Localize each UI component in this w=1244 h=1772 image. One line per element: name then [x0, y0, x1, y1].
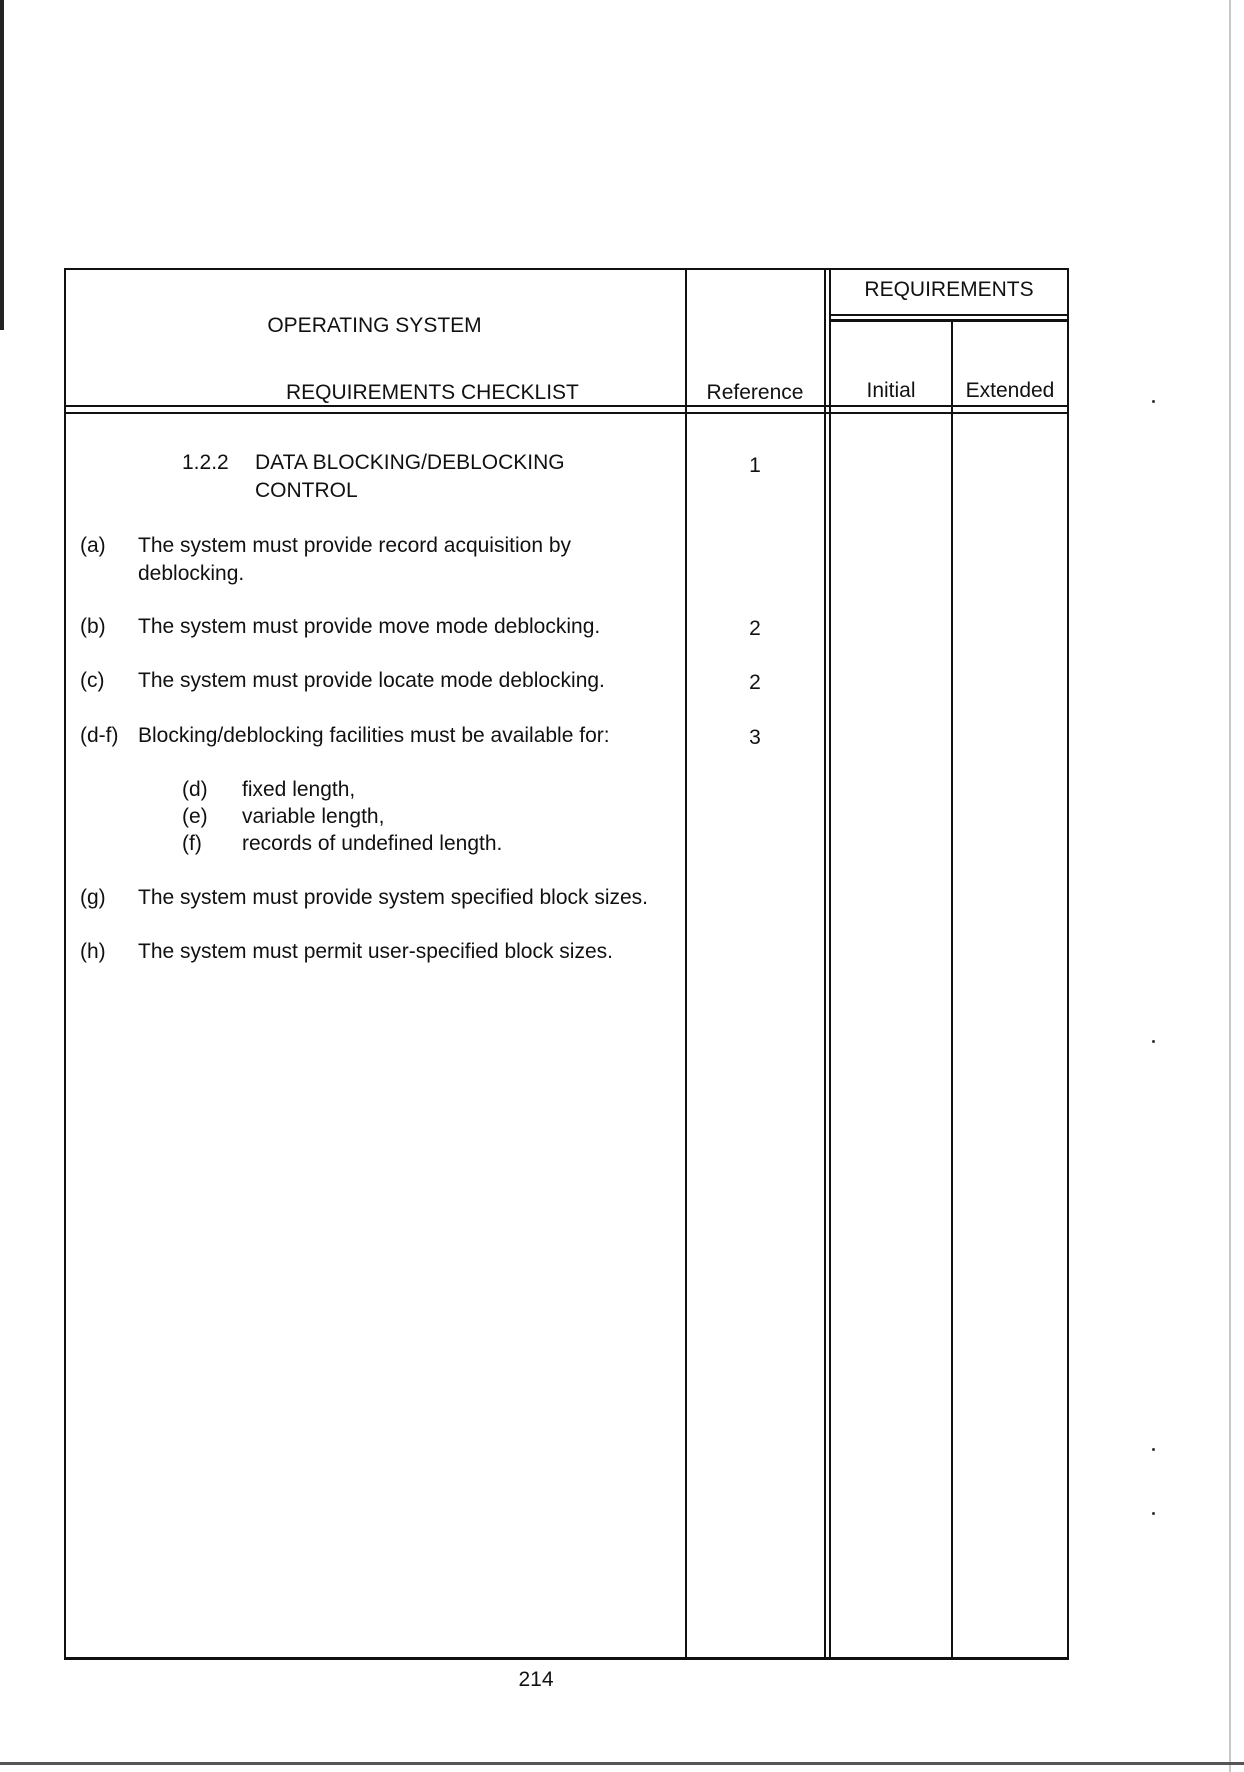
- item-reference: 2: [749, 617, 761, 640]
- col-divider-requirements-a: [824, 268, 826, 1660]
- header-title-line1: OPERATING SYSTEM: [267, 314, 482, 337]
- header-requirements: REQUIREMENTS: [864, 278, 1034, 301]
- item-text: The system must provide locate mode deblocking.: [138, 669, 605, 692]
- subitem-text: variable length,: [242, 805, 385, 828]
- table-right-border: [1067, 268, 1069, 1660]
- requirements-rule-b: [829, 319, 1069, 322]
- header-extended: Extended: [965, 379, 1055, 402]
- item-text: The system must provide system specified block sizes.: [138, 886, 649, 909]
- subitem-text: records of undefined length.: [242, 832, 503, 855]
- header-rule-a: [64, 405, 1069, 407]
- subitem-label: (d): [182, 778, 208, 801]
- section-title-line1: DATA BLOCKING/DEBLOCKING: [255, 451, 565, 474]
- item-label: (b): [80, 615, 106, 638]
- item-text-cont: deblocking.: [138, 562, 245, 585]
- scan-speck: [1152, 1040, 1155, 1043]
- item-reference: 2: [749, 671, 761, 694]
- scan-speck: [1152, 1448, 1155, 1451]
- item-label: (d-f): [80, 724, 119, 747]
- item-label: (c): [80, 669, 105, 692]
- item-text: The system must provide move mode deblocking.: [138, 615, 601, 638]
- item-text: The system must provide record acquisition by: [138, 534, 572, 557]
- item-text: Blocking/deblocking facilities must be available for:: [138, 724, 610, 747]
- table-bottom-border: [64, 1657, 1069, 1660]
- scan-edge-left: [0, 0, 4, 330]
- item-reference: 3: [749, 726, 761, 749]
- item-text: The system must permit user-specified block sizes.: [138, 940, 613, 963]
- item-label: (a): [80, 534, 106, 557]
- subitem-label: (f): [182, 832, 202, 855]
- item-label: (g): [80, 886, 106, 909]
- section-title-line2: CONTROL: [255, 479, 358, 502]
- page-number: 214: [518, 1668, 554, 1691]
- table-top-border: [64, 268, 1069, 270]
- requirements-rule-a: [829, 314, 1069, 316]
- header-initial: Initial: [866, 379, 916, 402]
- table-left-border: [64, 268, 66, 1660]
- header-reference: Reference: [706, 381, 804, 404]
- checklist-title: REQUIREMENTS CHECKLIST: [286, 381, 579, 404]
- scan-speck: [1152, 400, 1155, 403]
- subitem-text: fixed length,: [242, 778, 356, 801]
- item-label: (h): [80, 940, 106, 963]
- section-number: 1.2.2: [182, 451, 229, 474]
- header-rule-b: [64, 412, 1069, 414]
- subitem-label: (e): [182, 805, 208, 828]
- col-divider-requirements-b: [829, 268, 831, 1660]
- scan-edge-bottom: [0, 1762, 1244, 1765]
- scan-edge-right: [1229, 0, 1231, 1772]
- section-reference: 1: [749, 454, 761, 477]
- col-divider-initial-extended: [951, 322, 953, 1660]
- scan-speck: [1152, 1512, 1155, 1515]
